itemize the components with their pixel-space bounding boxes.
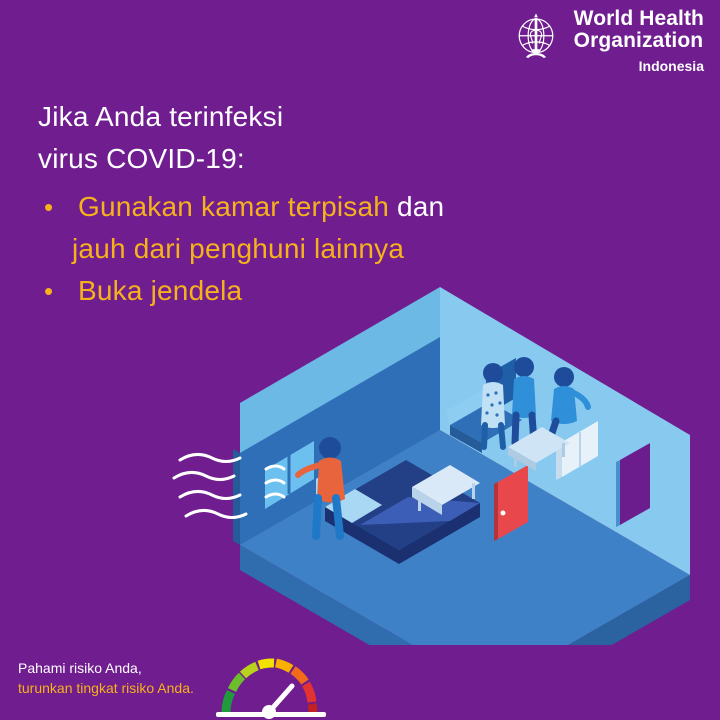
footer [0, 634, 720, 720]
person-head [554, 367, 574, 387]
table-leg [562, 443, 565, 457]
bullet-marker-icon: • [44, 192, 54, 222]
table-leg [418, 495, 421, 511]
door-knob-icon [501, 511, 506, 516]
headline-line-2: virus COVID-19: [38, 143, 245, 174]
bullet-highlight-1: Gunakan kamar terpisah [78, 191, 390, 222]
door-edge [494, 482, 498, 541]
who-country-label: Indonesia [638, 58, 704, 75]
footer-line-2: turunkan tingkat risiko Anda. [18, 680, 194, 696]
footer-line-1: Pahami risiko Anda, [18, 660, 142, 676]
who-logo [508, 8, 704, 74]
bullet-highlight-2: Buka jendela [78, 275, 243, 306]
table-leg [514, 453, 517, 467]
bullet-plain-1: dan [389, 191, 445, 222]
bullet-marker-icon: • [44, 276, 54, 306]
doorway-frame [616, 460, 620, 527]
risk-meter-icon [212, 642, 330, 720]
headline-line-1: Jika Anda terinfeksi [38, 101, 284, 132]
list-item [38, 186, 598, 228]
who-wordmark-line1: World Health [573, 7, 704, 30]
gauge-base [216, 712, 326, 717]
who-wordmark-line2: Organization [573, 29, 704, 53]
person-head [514, 357, 534, 377]
who-emblem-icon [508, 10, 564, 66]
bullet-text-1 [78, 186, 444, 228]
person-head [319, 437, 341, 459]
table-leg [472, 483, 475, 499]
person-head [483, 363, 503, 383]
bullet-continuation-1: jauh dari penghuni lainnya [72, 233, 405, 264]
who-wordmark [574, 8, 704, 74]
isolation-room-isometric-illustration [150, 225, 720, 645]
footer-text [18, 658, 194, 698]
